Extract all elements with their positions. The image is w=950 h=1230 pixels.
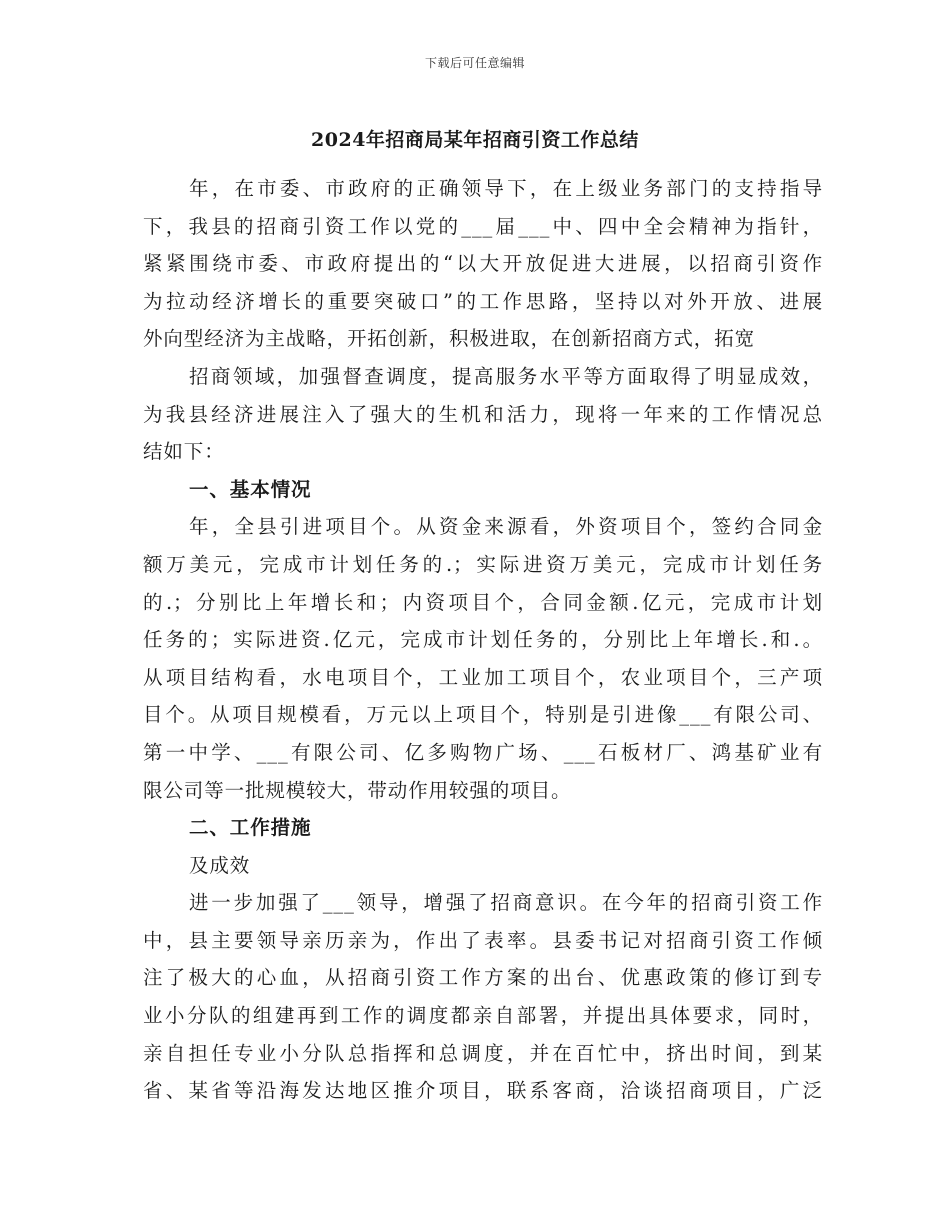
body-line: 年，全县引进项目个。从资金来源看，外资项目个，签约合同金 xyxy=(189,515,823,539)
body-line: 年，在市委、市政府的正确领导下，在上级业务部门的支持指导 xyxy=(189,177,823,200)
body-line: 为我县经济进展注入了强大的生机和活力，现将一年来的工作情况总 xyxy=(143,402,823,426)
body-line: 招商领域，加强督查调度，提高服务水平等方面取得了明显成效， xyxy=(189,364,823,388)
body-line: 中，县主要领导亲历亲为，作出了表率。县委书记对招商引资工作倾 xyxy=(143,928,823,952)
section-heading-basic: 一、基本情况 xyxy=(189,477,312,501)
body-line: 注了极大的心血，从招商引资工作方案的出台、优惠政策的修订到专 xyxy=(143,966,823,990)
body-line: 额万美元，完成市计划任务的.；实际进资万美元，完成市计划任务 xyxy=(143,552,823,576)
document-title: 2024年招商局某年招商引资工作总结 xyxy=(311,129,639,151)
body-line: 任务的；实际进资.亿元，完成市计划任务的，分别比上年增长.和.。 xyxy=(143,628,823,652)
body-line: 进一步加强了___领导，增强了招商意识。在今年的招商引资工作 xyxy=(189,891,823,915)
body-line: 限公司等一批规模较大，带动作用较强的项目。 xyxy=(143,778,572,802)
header-note: 下载后可任意编辑 xyxy=(424,56,525,70)
body-line: 的.；分别比上年增长和；内资项目个，合同金额.亿元，完成市计划 xyxy=(143,590,823,614)
body-line: 亲自担任专业小分队总指挥和总调度，并在百忙中，挤出时间，到某 xyxy=(143,1041,823,1065)
body-line: 结如下： xyxy=(143,440,225,464)
body-line: 目个。从项目规模看，万元以上项目个，特别是引进像___有限公司、 xyxy=(143,703,823,727)
document-body xyxy=(143,170,823,1110)
body-line: 为拉动经济增长的重要突破口”的工作思路，坚持以对外开放、进展 xyxy=(143,289,823,313)
body-line: 省、某省等沿海发达地区推介项目，联系客商，洽谈招商项目，广泛 xyxy=(143,1079,823,1103)
body-line: 紧紧围绕市委、市政府提出的“以大开放促进大进展，以招商引资作 xyxy=(143,252,823,276)
body-line: 外向型经济为主战略，开拓创新，积极进取，在创新招商方式，拓宽 xyxy=(143,327,756,351)
body-line: 业小分队的组建再到工作的调度都亲自部署，并提出具体要求，同时， xyxy=(143,1004,823,1028)
body-line: 及成效 xyxy=(189,853,251,877)
body-line: 下，我县的招商引资工作以党的___届___中、四中全会精神为指针， xyxy=(143,214,823,238)
body-line: 从项目结构看，水电项目个，工业加工项目个，农业项目个，三产项 xyxy=(143,665,823,689)
section-heading-measures: 二、工作措施 xyxy=(189,816,312,840)
body-line: 第一中学、___有限公司、亿多购物广场、___石板材厂、鸿基矿业有 xyxy=(143,740,823,764)
